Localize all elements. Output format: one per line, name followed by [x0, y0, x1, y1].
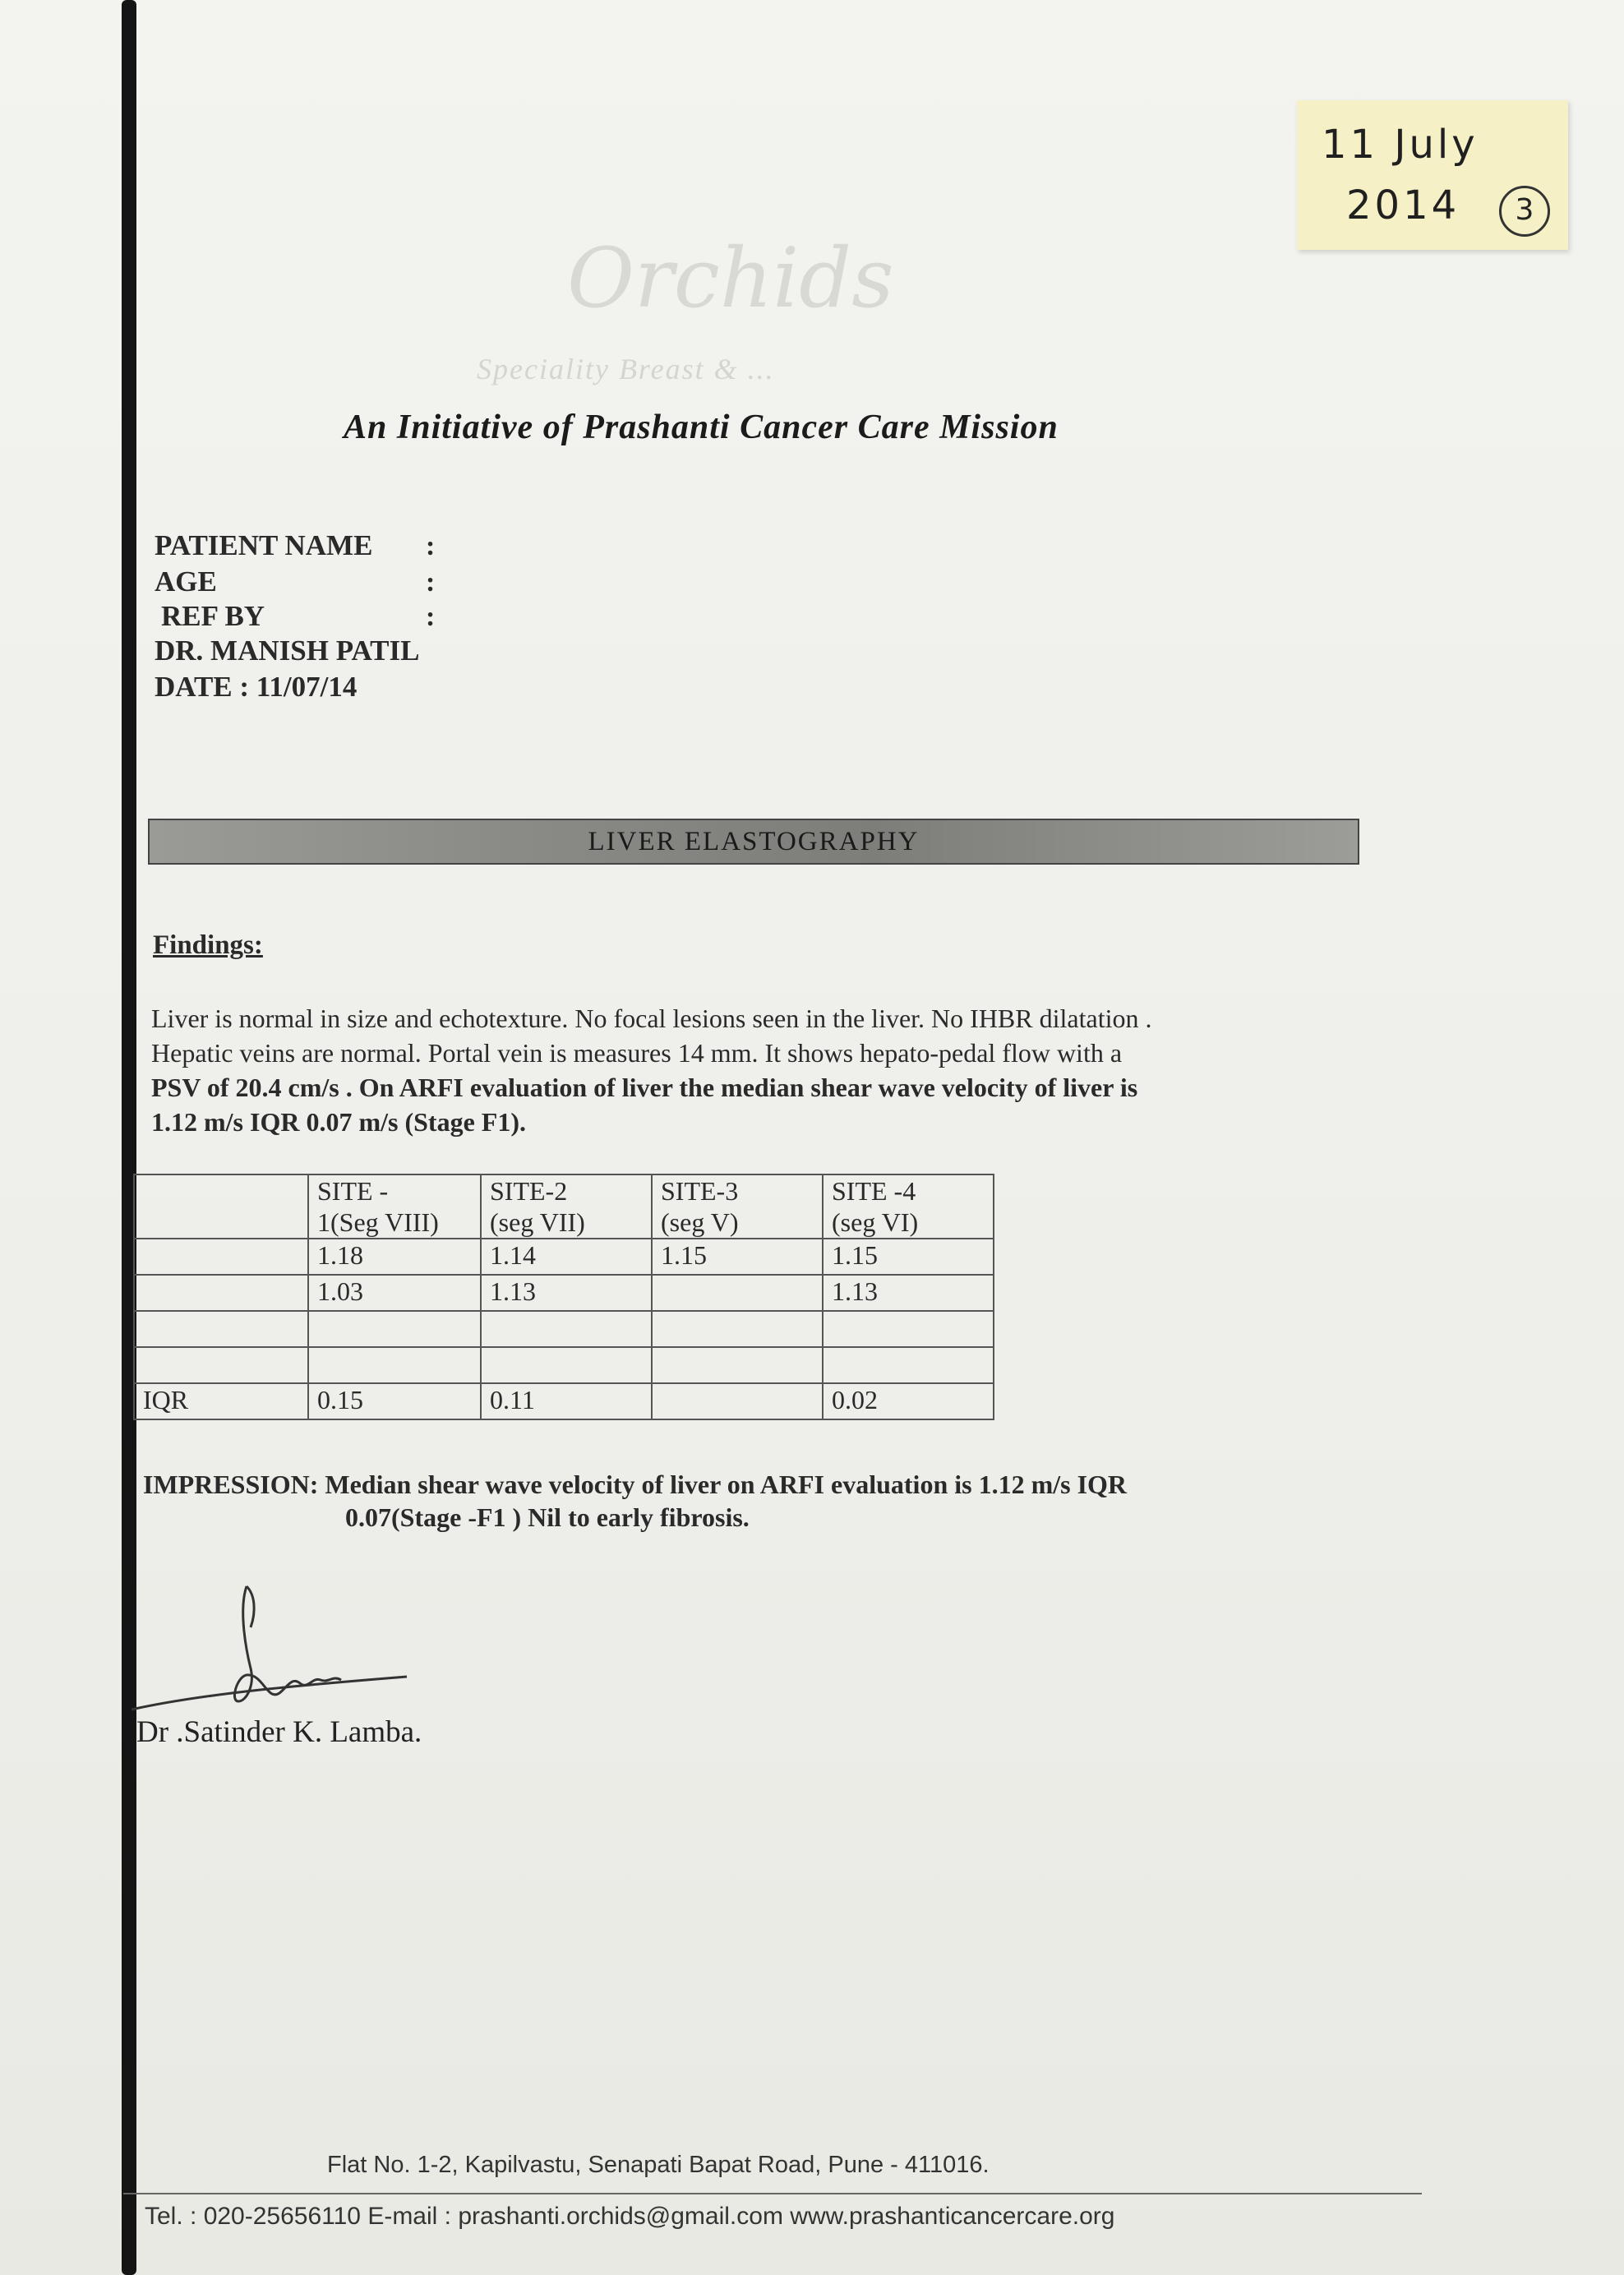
patient-name-colon: : [426, 531, 436, 561]
table-cell [481, 1347, 652, 1383]
table-cell: 0.02 [823, 1383, 994, 1419]
table-cell: 1.03 [308, 1275, 481, 1311]
table-cell [134, 1347, 308, 1383]
findings-line: Hepatic veins are normal. Portal vein is measures 14 mm. It shows hepato-pedal flow with a [151, 1038, 1123, 1068]
table-cell [652, 1275, 823, 1311]
site-measurements-table [133, 1174, 994, 1420]
findings-line: PSV of 20.4 cm/s . On ARFI evaluation of liver the median shear wave velocity of liver is [151, 1073, 1138, 1102]
findings-line: Liver is normal in size and echotexture. No focal lesions seen in the liver. No IHBR dilatation . [151, 1004, 1152, 1033]
table-cell [652, 1347, 823, 1383]
binder-strip [122, 0, 136, 2275]
table-cell [481, 1311, 652, 1347]
sticky-note [1297, 100, 1568, 250]
table-row [134, 1239, 994, 1275]
initiative-line: An Initiative of Prashanti Cancer Care Mission [344, 408, 1059, 446]
footer-contact: Tel. : 020-25656110 E-mail : prashanti.orchids@gmail.com www.prashanticancercare.org [145, 2203, 1115, 2230]
table-cell [823, 1311, 994, 1347]
table-cell [823, 1347, 994, 1383]
signature-scribble [123, 1578, 419, 1726]
faded-logo-subtitle: Speciality Breast & ... [477, 353, 775, 385]
report-title-banner [148, 819, 1359, 865]
table-cell [652, 1311, 823, 1347]
report-date: DATE : 11/07/14 [155, 671, 358, 703]
table-cell: 0.11 [481, 1383, 652, 1419]
table-header-cell: SITE -4 (seg VI) [823, 1174, 994, 1239]
table-cell: 1.14 [481, 1239, 652, 1275]
table-cell: 1.13 [823, 1275, 994, 1311]
table-header-cell: SITE-3 (seg V) [652, 1174, 823, 1239]
table-row [134, 1383, 994, 1419]
table-cell: 1.15 [823, 1239, 994, 1275]
table-row [134, 1311, 994, 1347]
footer-divider [123, 2193, 1422, 2194]
table-header-row [134, 1174, 994, 1239]
table-header-cell [134, 1174, 308, 1239]
table-cell: 1.13 [481, 1275, 652, 1311]
table-cell: 1.18 [308, 1239, 481, 1275]
age-colon: : [426, 567, 436, 598]
sticky-year-line: 2014 [1346, 182, 1460, 228]
findings-heading: Findings: [153, 930, 263, 960]
signer-name: Dr .Satinder K. Lamba. [136, 1715, 422, 1749]
table-cell [652, 1383, 823, 1419]
impression-line: IMPRESSION: Median shear wave velocity of liver on ARFI evaluation is 1.12 m/s IQR [143, 1470, 1128, 1499]
findings-text [151, 1001, 1318, 1139]
ref-doctor: DR. MANISH PATIL [155, 635, 420, 667]
table-cell: IQR [134, 1383, 308, 1419]
sticky-date-line: 11 July [1322, 122, 1479, 168]
ref-by-label: REF BY [161, 600, 265, 632]
table-cell [134, 1311, 308, 1347]
table-cell [308, 1347, 481, 1383]
age-label: AGE [155, 565, 217, 598]
table-cell [134, 1239, 308, 1275]
impression-line-2: 0.07(Stage -F1 ) Nil to early fibrosis. [345, 1502, 750, 1532]
ref-by-colon: : [426, 602, 436, 632]
table-row [134, 1275, 994, 1311]
table-row [134, 1347, 994, 1383]
table-cell [134, 1275, 308, 1311]
table-cell [308, 1311, 481, 1347]
table-cell: 0.15 [308, 1383, 481, 1419]
table-cell: 1.15 [652, 1239, 823, 1275]
table-header-cell: SITE-2 (seg VII) [481, 1174, 652, 1239]
footer-address: Flat No. 1-2, Kapilvastu, Senapati Bapat Road, Pune - 411016. [327, 2152, 990, 2178]
report-title: LIVER ELASTOGRAPHY [588, 827, 920, 856]
faded-logo: Orchids [567, 230, 894, 326]
patient-name-label: PATIENT NAME [155, 529, 373, 561]
table-header-cell: SITE - 1(Seg VIII) [308, 1174, 481, 1239]
sticky-circled-number: 3 [1499, 186, 1550, 237]
findings-line: 1.12 m/s IQR 0.07 m/s (Stage F1). [151, 1107, 526, 1137]
